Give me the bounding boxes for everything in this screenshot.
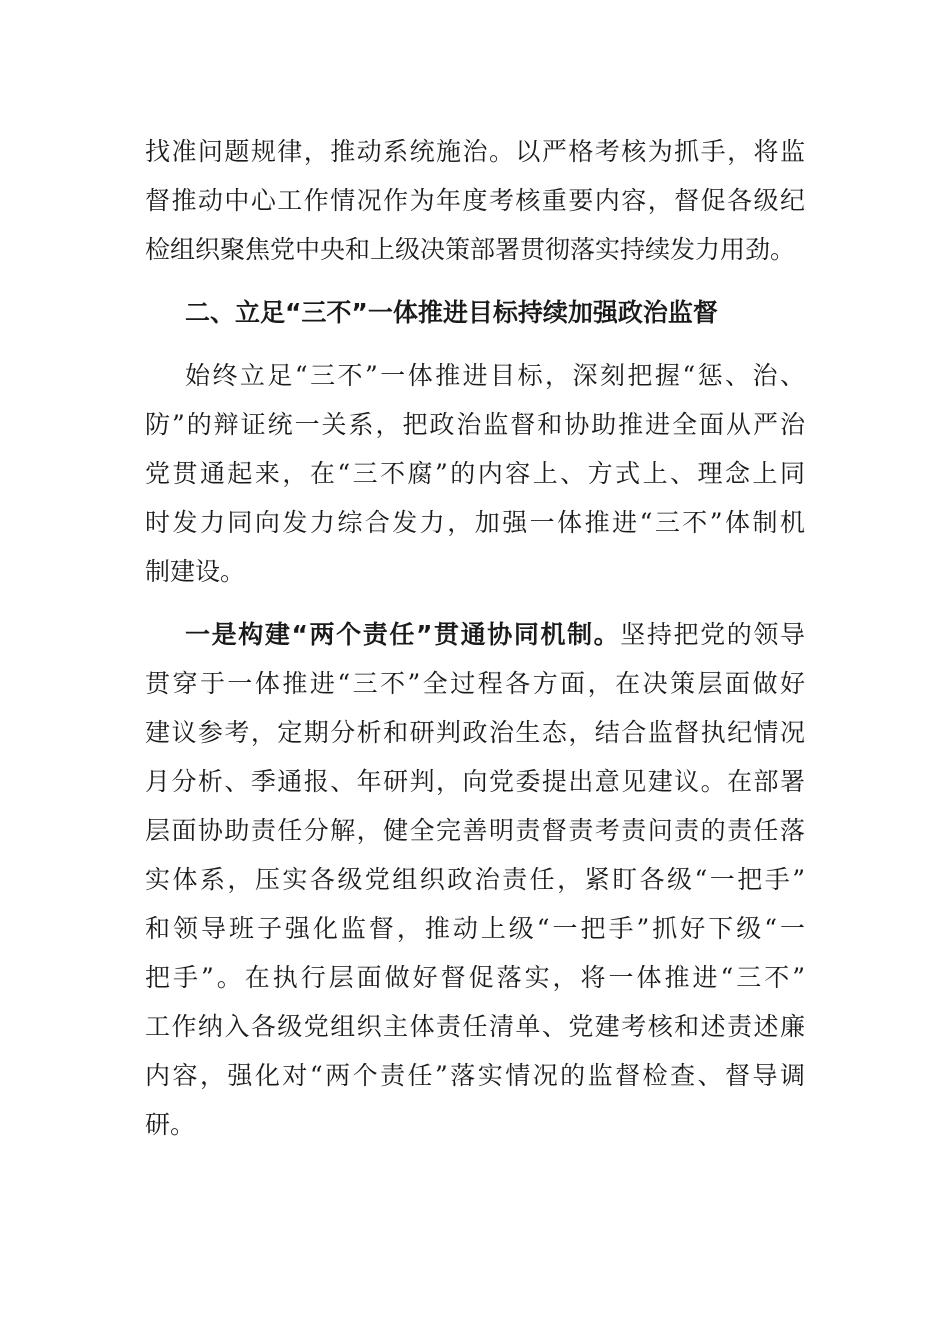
paragraph-lead-line [185,615,805,655]
paragraph-line: 和领导班子强化监督，推动上级“一把手”抓好下级“一 [145,914,805,943]
paragraph-line: 始终立足“三不”一体推进目标，深刻把握“惩、治、 [185,361,805,390]
bold-lead-text: 一是构建“两个责任”贯通协同机制。 [185,620,621,649]
paragraph-line: 督推动中心工作情况作为年度考核重要内容，督促各级纪 [145,186,805,215]
section-heading: 二、立足“三不”一体推进目标持续加强政治监督 [185,298,718,327]
paragraph-line: 党贯通起来，在“三不腐”的内容上、方式上、理念上同 [145,459,805,488]
paragraph-line: 月分析、季通报、年研判，向党委提出意见建议。在部署 [145,767,805,796]
paragraph-line: 时发力同向发力综合发力，加强一体推进“三不”体制机 [145,508,805,537]
paragraph-line: 工作纳入各级党组织主体责任清单、党建考核和述责述廉 [145,1012,805,1041]
paragraph-line: 把手”。在执行层面做好督促落实，将一体推进“三不” [145,963,805,992]
lead-rest-text: 坚持把党的领导 [620,620,805,649]
paragraph-line: 内容，强化对“两个责任”落实情况的监督检查、督导调 [145,1061,805,1090]
paragraph-line: 贯穿于一体推进“三不”全过程各方面，在决策层面做好 [145,669,805,698]
paragraph-line: 层面协助责任分解，健全完善明责督责考责问责的责任落 [145,816,805,845]
paragraph-line: 研。 [145,1110,196,1139]
paragraph-line: 找准问题规律，推动系统施治。以严格考核为抓手，将监 [145,137,805,166]
paragraph-line: 防”的辩证统一关系，把政治监督和协助推进全面从严治 [145,410,805,439]
paragraph-line: 实体系，压实各级党组织政治责任，紧盯各级“一把手” [145,865,805,894]
paragraph-line: 制建设。 [145,557,246,586]
paragraph-line: 建议参考，定期分析和研判政治生态，结合监督执纪情况 [145,718,805,747]
paragraph-line: 检组织聚焦党中央和上级决策部署贯彻落实持续发力用劲。 [145,235,796,264]
